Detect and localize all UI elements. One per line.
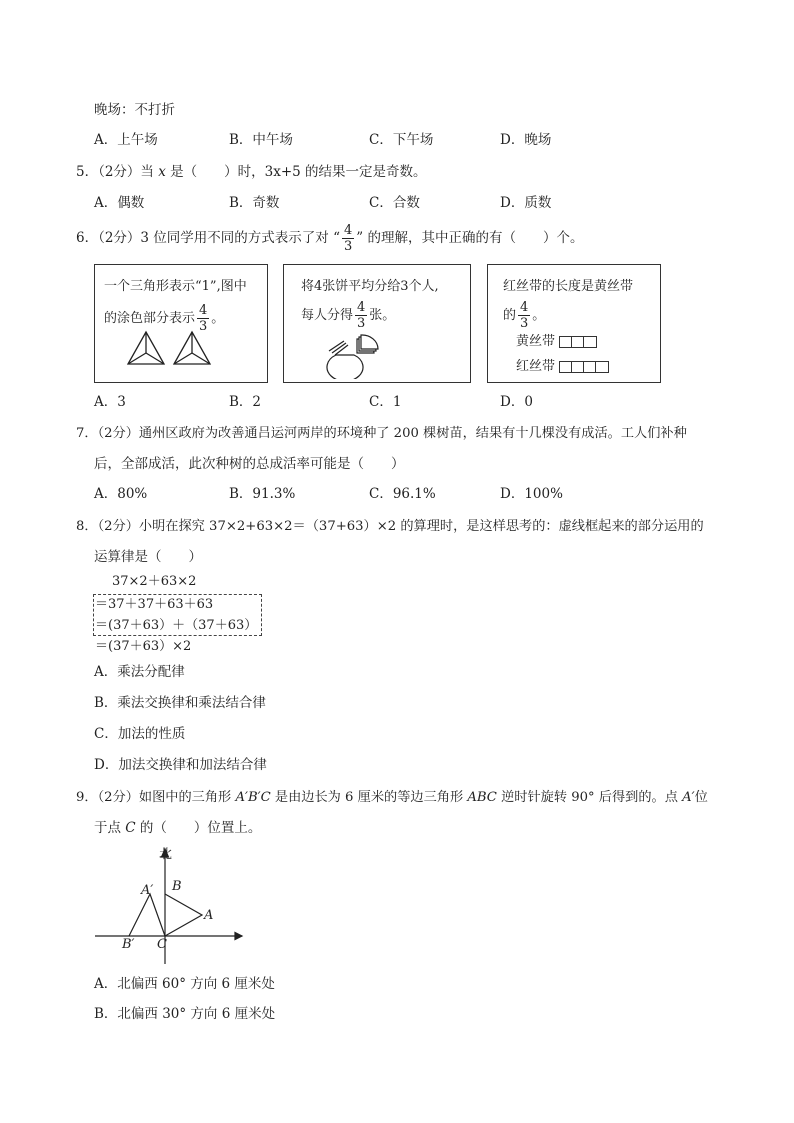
student-box-pancakes (283, 264, 471, 383)
red-ribbon-row (516, 360, 609, 373)
q6-stem (76, 224, 584, 253)
q4-option-a: A．上午场 (94, 132, 158, 148)
calc-line-3: ＝(37＋63）＋（37＋63） (95, 618, 258, 633)
q6-option-c: C．1 (369, 394, 402, 410)
box3-fraction: $\frac{4}{3}$ (520, 300, 529, 331)
q8-option-b: B．乘法交换律和乘法结合律 (94, 695, 266, 711)
q6-prefix: 6．（2分）3 位同学用不同的方式表示了对 “ (76, 230, 341, 246)
q4-last-line: 晚场：不打折 (94, 102, 175, 118)
box3-line2: 的 $\frac{4}{3}$ 。 (503, 300, 546, 331)
q6-option-b: B．2 (229, 394, 262, 410)
q7-line2: 后，全部成活，此次种树的总成活率可能是（ ） (94, 456, 405, 472)
calc-line-4: ＝(37＋63）×2 (95, 639, 192, 654)
box2-line2: 每人分得 $\frac{4}{3}$ 张。 (301, 300, 396, 331)
q8-option-d: D．加法交换律和加法结合律 (94, 757, 267, 773)
yellow-ribbon-bar (559, 336, 597, 348)
q4-option-b: B．中午场 (229, 132, 293, 148)
north-label: 北 (159, 847, 173, 862)
box3-line1: 红丝带的长度是黄丝带 (503, 279, 634, 294)
q6-option-d: D．0 (500, 394, 533, 410)
yellow-ribbon-label: 黄丝带 (516, 334, 556, 349)
q4-option-c: C．下午场 (369, 132, 434, 148)
q8-line1: 8．（2分）小明在探究 37×2+63×2＝（37+63）×2 的算理时，是这样思考的：虚线框起来的部分运用的 (76, 519, 704, 534)
box1-fraction: $\frac{4}{3}$ (199, 303, 208, 334)
q8-option-c: C．加法的性质 (94, 726, 186, 742)
triangle-abc: ABC (467, 790, 497, 805)
student-box-triangles (94, 264, 268, 383)
box1-line1: 一个三角形表示“1”,图中 (104, 279, 247, 294)
triangle-a-prime-b-prime-c: A′B′C (235, 790, 271, 805)
q7-option-d: D．100% (500, 486, 563, 502)
q5-prefix: 5．（2分）当 (76, 164, 154, 180)
point-a-prime: A′ (682, 790, 695, 805)
q9-option-a: A．北偏西 60° 方向 6 厘米处 (94, 976, 275, 992)
label-b-prime: B′ (122, 937, 135, 952)
q5-variable: x (158, 164, 166, 180)
q7-option-b: B．91.3% (229, 486, 296, 502)
q4-option-d: D．晚场 (500, 132, 552, 148)
q8-option-a: A．乘法分配律 (94, 664, 185, 680)
fraction-four-thirds: $\frac{4}{3}$ (344, 223, 353, 254)
q5-option-b: B．奇数 (229, 195, 280, 211)
red-ribbon-bar (559, 361, 609, 373)
calc-line-2: ＝37＋37＋63＋63 (95, 597, 214, 612)
q9-line1: 9．（2分）如图中的三角形 A′B′C 是由边长为 6 厘米的等边三角形 ABC 逆时针旋转 90° 后得到的。点 A′位 (76, 790, 708, 805)
box1-line2: 的涂色部分表示 $\frac{4}{3}$ 。 (104, 303, 225, 334)
box2-fraction: $\frac{4}{3}$ (357, 300, 366, 331)
q5-option-d: D．质数 (500, 195, 552, 211)
q5-option-c: C．合数 (369, 195, 420, 211)
point-c: C (125, 820, 136, 836)
label-a-prime: A′ (141, 883, 154, 898)
q6-option-a: A．3 (94, 394, 126, 410)
q6-suffix: ” 的理解，其中正确的有（ ）个。 (356, 230, 584, 246)
q9-line2: 于点 C 的（ ）位置上。 (94, 820, 262, 836)
yellow-ribbon-row (516, 335, 597, 348)
box2-line1: 将4张饼平均分给3个人, (301, 279, 439, 294)
q7-option-a: A．80% (94, 486, 148, 502)
shaded-triangles-figure (125, 329, 225, 367)
pancakes-figure (324, 331, 384, 379)
q5-stem (76, 166, 427, 180)
q9-option-b: B．北偏西 30° 方向 6 厘米处 (94, 1006, 276, 1022)
q5-suffix: 是（ ）时，3x+5 的结果一定是奇数。 (170, 164, 427, 180)
label-c: C (157, 937, 167, 952)
label-a: A (204, 908, 214, 923)
q7-line1: 7．（2分）通州区政府为改善通吕运河两岸的环境种了 200 棵树苗，结果有十几棵没有成活。工人们补种 (76, 426, 687, 441)
student-box-ribbons (487, 264, 661, 383)
calc-line-1: 37×2＋63×2 (112, 574, 197, 589)
rotation-diagram (92, 842, 252, 966)
q8-line2: 运算律是（ ） (94, 549, 202, 565)
q7-option-c: C．96.1% (369, 486, 436, 502)
red-ribbon-label: 红丝带 (516, 359, 556, 374)
label-b: B (172, 879, 182, 894)
q5-option-a: A．偶数 (94, 195, 145, 211)
